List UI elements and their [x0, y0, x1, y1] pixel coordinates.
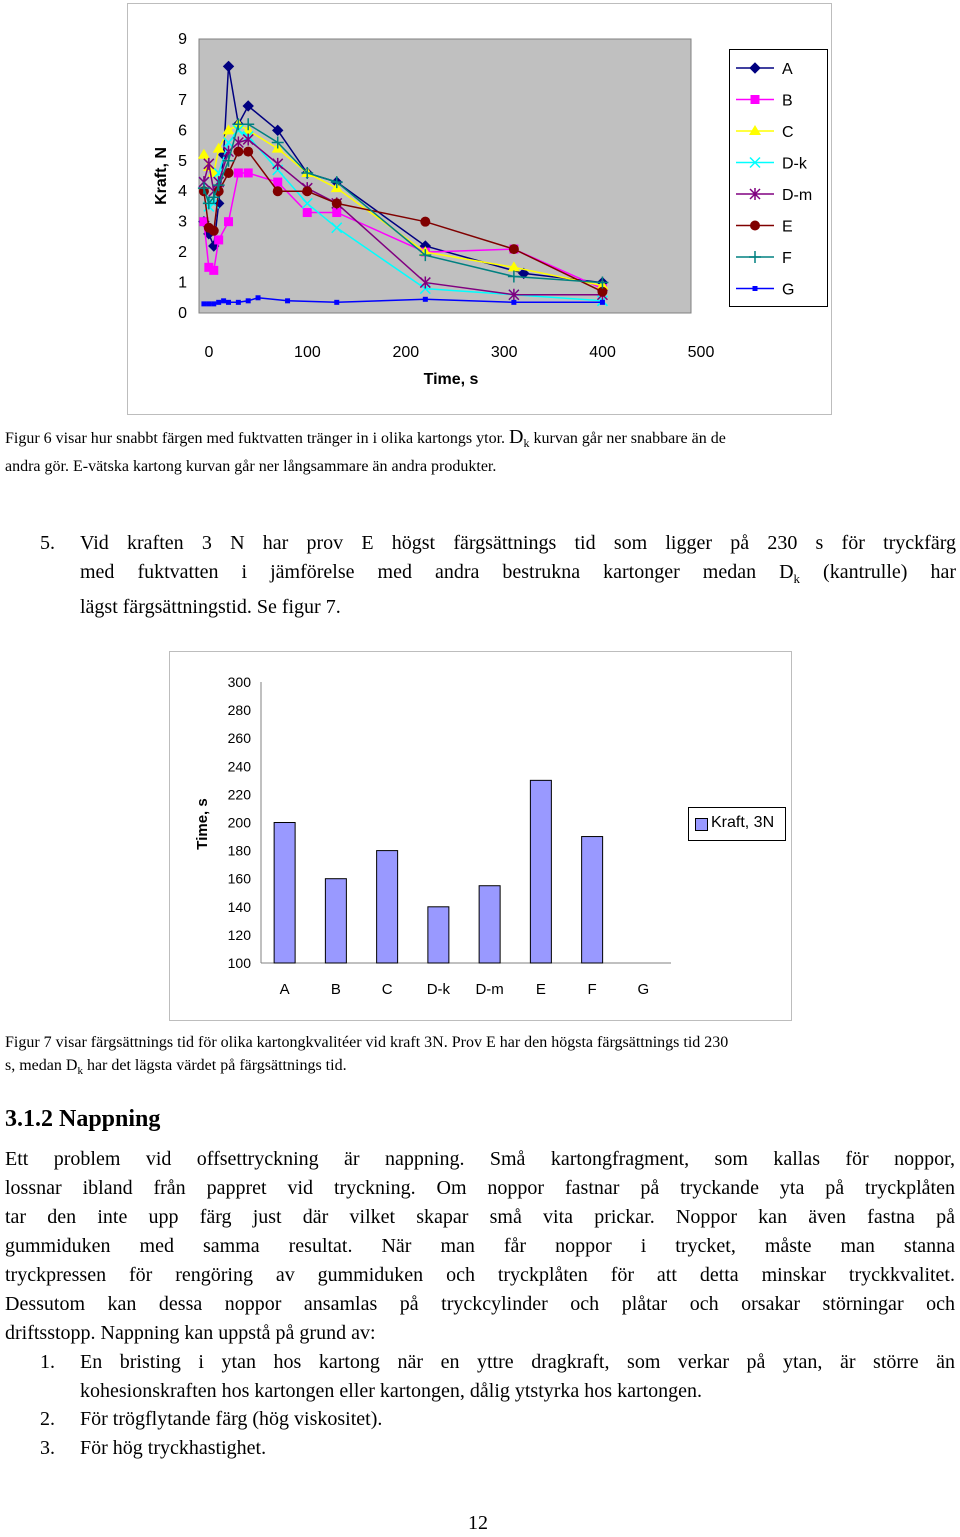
x-axis-label: Time, s: [423, 371, 479, 388]
series-g-point: [334, 300, 339, 305]
series-b-point: [214, 235, 223, 244]
section5-line3: lägst färgsättningstid. Se figur 7.: [80, 596, 341, 618]
y-tick-label: 180: [227, 842, 251, 859]
series-e-point: [243, 147, 253, 157]
series-e-point: [420, 217, 430, 227]
series-g-point: [256, 295, 261, 300]
series-g-point: [211, 301, 216, 306]
y-tick-label: 280: [227, 702, 251, 719]
y-tick-label: 5: [178, 152, 187, 170]
legend-swatch: [695, 818, 708, 831]
legend-entry: [736, 250, 792, 267]
bar-f: [582, 837, 603, 963]
figure6-line-chart: [128, 4, 831, 414]
series-b-point: [244, 168, 253, 177]
legend-label: A: [782, 61, 793, 78]
x-tick-label: 100: [294, 344, 321, 361]
legend-marker: [750, 221, 760, 231]
body-line: lossnar ibland från pappret vid tryckning. Om noppor fastnar på tryckande yta på tryckplåten: [5, 1177, 955, 1199]
series-b-point: [303, 208, 312, 217]
figure6-caption-line1: Figur 6 visar hur snabbt färgen med fuktvatten tränger in i olika kartongs ytor. $D_k$ kurvan går ner snabbare än de: [5, 426, 726, 451]
y-tick-label: 120: [227, 926, 251, 943]
legend-label: D-m: [782, 187, 813, 204]
bar-a: [274, 823, 295, 964]
series-e-point: [509, 244, 519, 254]
body-paragraph: [5, 1145, 955, 1348]
x-tick-label: D-m: [475, 981, 504, 998]
series-g-point: [236, 300, 241, 305]
series-e-point: [233, 147, 243, 157]
x-tick-label: A: [279, 981, 290, 998]
legend-label: Kraft, 3N: [711, 814, 775, 831]
series-b-point: [224, 217, 233, 226]
legend-entry: [736, 61, 793, 78]
figure6-caption-line2: andra gör. E-vätska kartong kurvan går ner långsammare än andra produkter.: [5, 458, 497, 476]
y-tick-label: 100: [227, 955, 251, 971]
y-tick-label: 160: [227, 870, 251, 887]
section5-line1: Vid kraften 3 N har prov E högst färgsättnings tid som ligger på 230 s för tryckfärg: [80, 532, 956, 554]
x-tick-label: F: [587, 981, 597, 998]
y-tick-label: 6: [178, 122, 187, 140]
legend-label: C: [782, 124, 794, 141]
series-g-point: [226, 300, 231, 305]
y-axis-label: Time, s: [194, 798, 211, 850]
figure7-legend: [688, 807, 786, 841]
page-number: 12: [468, 1512, 488, 1534]
series-g-point: [216, 300, 221, 305]
figure6-caption: [5, 426, 955, 478]
figure7-caption: [5, 1031, 955, 1083]
y-tick-label: 8: [178, 61, 187, 79]
section5-paragraph: [40, 529, 956, 622]
legend-entry: [736, 124, 794, 141]
list-text: För trögflytande färg (hög viskositet).: [80, 1408, 383, 1430]
body-line: gummiduken med samma resultat. När man får noppor i trycket, måste man stanna: [5, 1235, 955, 1257]
y-tick-label: 1: [178, 274, 187, 292]
legend-entry: [736, 187, 812, 204]
x-tick-label: 400: [589, 344, 616, 361]
legend-marker: [749, 251, 761, 263]
series-e-point: [273, 186, 283, 196]
series-g-point: [201, 301, 206, 306]
y-tick-label: 9: [178, 31, 187, 48]
y-tick-label: 2: [178, 244, 187, 262]
y-tick-label: 4: [178, 183, 187, 201]
legend-label: B: [782, 92, 793, 110]
y-tick-label: 300: [227, 674, 251, 690]
legend-marker: [749, 125, 761, 135]
series-e-point: [332, 198, 342, 208]
y-tick-label: 260: [227, 730, 251, 747]
bar-d-k: [428, 907, 449, 963]
series-g-point: [285, 298, 290, 303]
figure6-legend: [729, 49, 828, 307]
y-tick-label: 7: [178, 91, 187, 109]
legend-label: F: [782, 250, 792, 267]
x-tick-label: B: [330, 981, 341, 998]
section5-line2: med fuktvatten i jämförelse med andra bestrukna kartonger medan $D_k$ (kantrulle) har: [80, 561, 956, 586]
x-tick-label: 500: [687, 344, 715, 361]
x-tick-label: C: [381, 981, 393, 998]
plot-area: [199, 39, 691, 313]
legend-entry: [736, 219, 793, 236]
list-number: 3.: [40, 1437, 55, 1459]
x-tick-label: 200: [392, 344, 420, 361]
section-heading: 3.1.2 Nappning: [5, 1106, 161, 1132]
y-tick-label: 140: [227, 898, 251, 915]
y-tick-label: 240: [227, 758, 251, 775]
list-number: 2.: [40, 1408, 55, 1430]
list-number: 1.: [40, 1351, 55, 1373]
figure7-caption-line2: s, medan $D_k$ har det lägsta värdet på färgsättnings tid.: [5, 1057, 347, 1078]
series-g-point: [600, 300, 605, 305]
y-axis-label: Kraft, N: [153, 147, 170, 205]
x-tick-label: E: [535, 981, 546, 998]
series-b-point: [234, 168, 243, 177]
series-b-point: [209, 266, 218, 275]
legend-label: G: [782, 281, 795, 299]
list-text: En bristing i ytan hos kartong när en yttre dragkraft, som verkar på ytan, är större än kohesionskraften hos kartongen eller kartongen, dålig ytstyrka hos kartongen.: [80, 1351, 955, 1402]
legend-marker: [750, 63, 760, 73]
body-line: driftsstopp. Nappning kan uppstå på grund av:: [5, 1322, 376, 1344]
series-g-point: [511, 300, 516, 305]
legend-entry: [736, 93, 793, 110]
bar-b: [325, 879, 346, 963]
legend-entry: [736, 156, 808, 173]
series-b-point: [273, 178, 282, 187]
legend-label: D-k: [782, 155, 807, 173]
series-e-point: [209, 226, 219, 236]
x-tick-label: 0: [204, 344, 214, 361]
figure7-caption-line1: Figur 7 visar färgsättnings tid för olika kartongkvalitéer vid kraft 3N. Prov E har den högsta färgsättnings tid 230: [5, 1034, 729, 1051]
legend-marker: [751, 95, 760, 104]
y-tick-label: 220: [227, 786, 251, 803]
list-text: För hög tryckhastighet.: [80, 1437, 267, 1459]
bar-d-m: [479, 886, 500, 963]
series-g-point: [206, 301, 211, 306]
y-tick-label: 200: [227, 814, 251, 831]
bar-c: [377, 851, 398, 963]
section5-number: 5.: [40, 532, 55, 554]
figure7-chart-frame: [169, 651, 792, 1021]
body-line: tar den inte upp färg just där vilket skapar små vita prickar. Noppor kan även fastna på: [5, 1206, 955, 1228]
x-tick-label: D-k: [426, 981, 451, 998]
body-line: Dessutom kan dessa noppor ansamlas på tryckcylinder och plåtar och orsakar störningar och: [5, 1293, 955, 1315]
body-line: tryckpressen för rengöring av gummiduken och tryckplåten för att detta minskar tryckkvalitet.: [5, 1264, 955, 1286]
series-g-point: [423, 297, 428, 302]
body-line: Ett problem vid offsettryckning är nappning. Små kartongfragment, som kallas för noppor,: [5, 1148, 955, 1170]
series-e-point: [302, 186, 312, 196]
legend-label: E: [782, 218, 793, 236]
legend-entry: [736, 282, 794, 299]
legend-marker: [753, 286, 758, 291]
x-tick-label: G: [637, 981, 650, 998]
x-tick-label: 300: [490, 344, 518, 361]
y-tick-label: 3: [178, 213, 187, 231]
series-g-point: [246, 298, 251, 303]
series-g-point: [221, 298, 226, 303]
figure6-chart-frame: [127, 3, 832, 415]
y-tick-label: 0: [178, 305, 187, 322]
bar-e: [530, 780, 551, 963]
